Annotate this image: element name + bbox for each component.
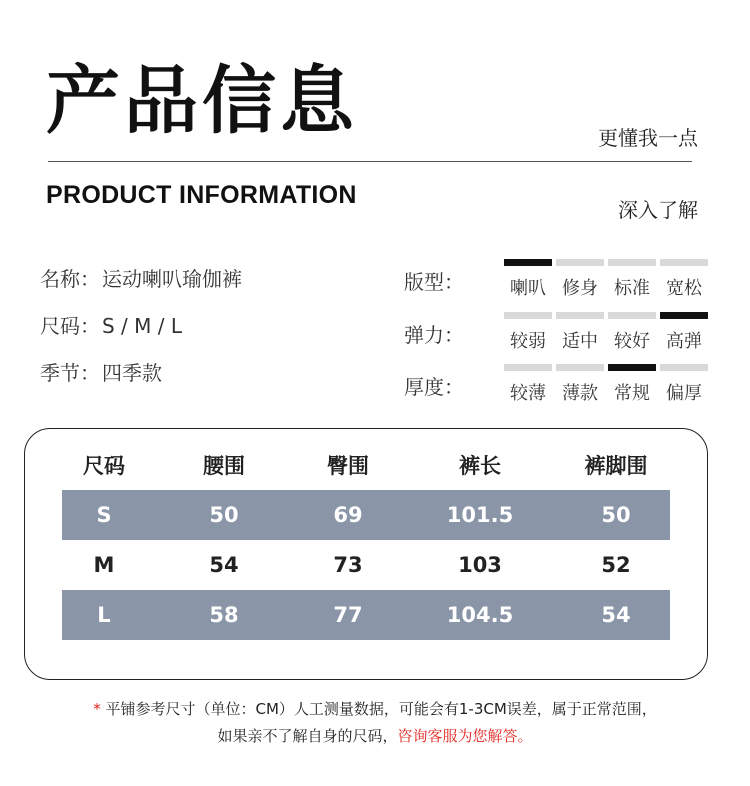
product-season-line	[40, 357, 162, 386]
scale-option-label: 适中	[562, 331, 598, 352]
scale-bar	[660, 259, 708, 266]
scale-option-label: 常规	[614, 383, 650, 404]
table-cell: 73	[333, 553, 363, 577]
scale-option	[660, 364, 708, 405]
scale-option	[556, 312, 604, 353]
scale-option	[608, 312, 656, 353]
elasticity-scale-label: 弹力：	[404, 323, 464, 347]
scale-option	[556, 364, 604, 405]
header-cell-size: 尺码	[83, 454, 125, 478]
scale-option	[660, 259, 708, 300]
table-cell: 52	[601, 553, 631, 577]
scale-bar	[504, 312, 552, 319]
table-cell: 101.5	[446, 503, 514, 527]
footnote-text-1: 平铺参考尺寸（单位：CM）人工测量数据，可能会有1-3CM误差，属于正常范围，	[105, 700, 657, 718]
scale-option-label: 偏厚	[666, 383, 702, 404]
thickness-scale	[504, 364, 708, 405]
fit-scale-label: 版型：	[404, 270, 464, 294]
elasticity-scale	[504, 312, 708, 353]
header-cell-length: 裤长	[459, 454, 501, 478]
product-size-line	[40, 310, 182, 339]
scale-bar	[504, 364, 552, 371]
table-cell: 69	[333, 503, 363, 527]
header-cell-hip: 臀围	[327, 454, 369, 478]
scale-option	[660, 312, 708, 353]
scale-bar	[608, 259, 656, 266]
scale-option	[504, 259, 552, 300]
subtitle-right-top: 更懂我一点	[598, 126, 698, 150]
scale-option-label: 宽松	[666, 278, 702, 299]
table-row	[62, 490, 670, 540]
header-cell-hem: 裤脚围	[584, 454, 648, 478]
scale-option-label: 修身	[562, 278, 598, 299]
table-row	[62, 590, 670, 640]
header-divider	[48, 161, 692, 162]
footnote-text-2: 如果亲不了解自身的尺码，	[217, 727, 398, 745]
scale-bar	[504, 259, 552, 266]
scale-bar	[608, 364, 656, 371]
scale-option-label: 较好	[614, 331, 650, 352]
product-size-label: 尺码：	[40, 314, 100, 338]
fit-scale	[504, 259, 708, 300]
footnote-asterisk: *	[93, 700, 101, 718]
scale-bar	[556, 259, 604, 266]
table-cell: 77	[333, 603, 363, 627]
product-name-label: 名称：	[40, 267, 100, 291]
scale-option-label: 高弹	[666, 331, 702, 352]
scale-option	[504, 312, 552, 353]
scale-option	[556, 259, 604, 300]
scale-option-label: 较薄	[510, 383, 546, 404]
table-cell: L	[97, 603, 111, 627]
product-size-value: S / M / L	[102, 314, 182, 338]
table-header-row	[62, 440, 670, 490]
scale-bar	[660, 364, 708, 371]
product-name-line	[40, 263, 242, 292]
product-name-value: 运动喇叭瑜伽裤	[102, 267, 242, 291]
product-season-label: 季节：	[40, 361, 100, 385]
table-cell: M	[93, 553, 115, 577]
table-cell: S	[96, 503, 112, 527]
table-cell: 54	[209, 553, 239, 577]
table-cell: 103	[458, 553, 502, 577]
table-cell: 58	[209, 603, 239, 627]
footnote-line-1	[0, 698, 750, 719]
scale-option	[608, 259, 656, 300]
page-title: 产品信息	[46, 58, 358, 144]
scale-option-label: 标准	[614, 278, 650, 299]
table-cell: 50	[209, 503, 239, 527]
scale-option-label: 较弱	[510, 331, 546, 352]
scale-bar	[660, 312, 708, 319]
subtitle-right-bottom: 深入了解	[618, 198, 698, 222]
scale-option-label: 喇叭	[510, 278, 546, 299]
product-season-value: 四季款	[102, 361, 162, 385]
table-cell: 54	[601, 603, 631, 627]
table-row	[62, 540, 670, 590]
footnote-line-2	[0, 725, 750, 746]
scale-bar	[556, 312, 604, 319]
scale-option-label: 薄款	[562, 383, 598, 404]
scale-option	[608, 364, 656, 405]
table-cell: 104.5	[446, 603, 514, 627]
scale-bar	[608, 312, 656, 319]
page-title-english: PRODUCT INFORMATION	[46, 181, 357, 209]
scale-option	[504, 364, 552, 405]
thickness-scale-label: 厚度：	[404, 375, 464, 399]
header-cell-waist: 腰围	[203, 454, 245, 478]
scale-bar	[556, 364, 604, 371]
footnote-highlight: 咨询客服为您解答。	[397, 727, 533, 745]
table-cell: 50	[601, 503, 631, 527]
